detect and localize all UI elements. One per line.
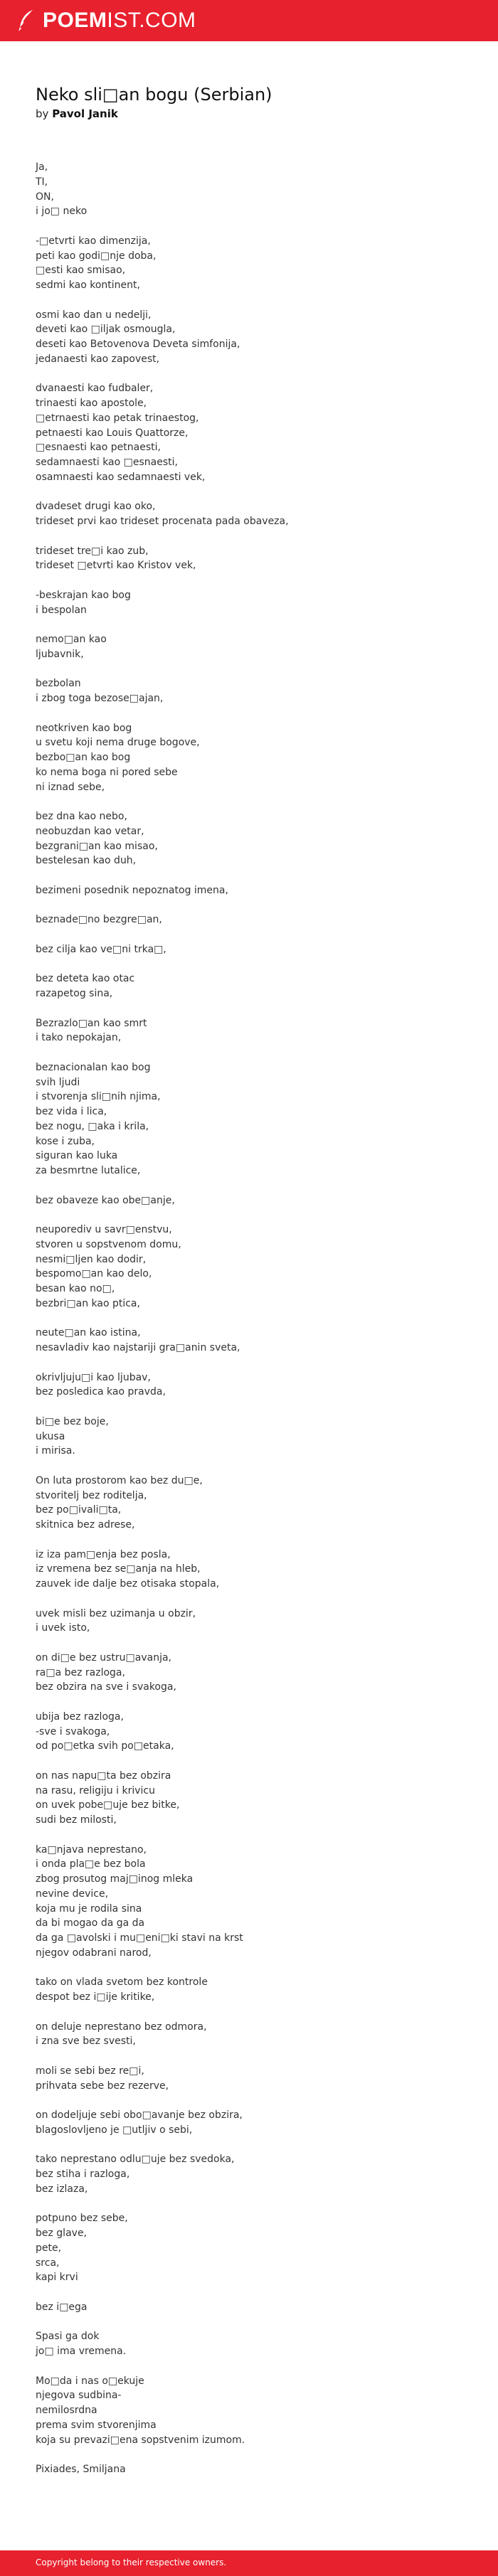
poem-line: jo□ ima vremena.	[36, 2346, 127, 2357]
poem-line: bez dna kao nebo,	[36, 811, 127, 822]
poem-line: osamnaesti kao sedamnaesti vek,	[36, 471, 206, 483]
poem-line: -sve i svakoga,	[36, 1725, 110, 1737]
poem-line: okrivljuju□i kao ljubav,	[36, 1371, 151, 1383]
poem-line: iz iza pam□enja bez posla,	[36, 1548, 171, 1560]
poem-line: □etrnaesti kao petak trinaestog,	[36, 412, 199, 424]
poem-line: uvek misli bez uzimanja u obzir,	[36, 1607, 196, 1619]
poem-line: bezbri□an kao ptica,	[36, 1297, 140, 1309]
poem-line: nesavladiv kao najstariji gra□anin sveta,	[36, 1342, 240, 1353]
poem-line: sudi bez milosti,	[36, 1814, 117, 1826]
poem-line: ni iznad sebe,	[36, 781, 105, 793]
poem-line: bez i□ega	[36, 2301, 88, 2313]
poem-line: Spasi ga dok	[36, 2331, 100, 2343]
poem-line: zauvek ide dalje bez otisaka stopala,	[36, 1578, 220, 1590]
poem-stanza	[36, 2329, 462, 2359]
poem-line: neute□an kao istina,	[36, 1327, 141, 1339]
poem-stanza	[36, 676, 462, 706]
poem-stanza	[36, 1326, 462, 1356]
poem-line: bez obaveze kao obe□anje,	[36, 1194, 175, 1206]
poem-stanza	[36, 1975, 462, 2005]
poem-line: trideset prvi kao trideset procenata pada obaveza,	[36, 516, 289, 527]
poem-line: iz vremena bez se□anja na hleb,	[36, 1563, 201, 1575]
poem-line: despot bez i□ije kritike,	[36, 1991, 155, 2003]
poem-line: potpuno bez sebe,	[36, 2213, 128, 2225]
poem-line: prihvata sebe bez rezerve,	[36, 2080, 169, 2092]
poem-line: bestelesan kao duh,	[36, 855, 137, 867]
poem-line: bez po□ivali□ta,	[36, 1504, 122, 1516]
poem-stanza	[36, 1769, 462, 1828]
poem-line: nemo□an kao	[36, 634, 107, 645]
poem-article	[36, 84, 462, 2492]
poem-line: nesmi□ljen kao dodir,	[36, 1253, 147, 1265]
site-footer	[0, 2550, 498, 2576]
poem-line: petnaesti kao Louis Quattorze,	[36, 427, 189, 439]
poem-line: tako on vlada svetom bez kontrole	[36, 1976, 208, 1989]
quill-pen-icon	[17, 9, 36, 33]
poem-line: siguran kao luka	[36, 1150, 118, 1162]
poem-line: ljubavnik,	[36, 648, 84, 660]
poem-line: i tako nepokajan,	[36, 1032, 122, 1044]
poem-stanza	[36, 1371, 462, 1400]
poem-line: i onda pla□e bez bola	[36, 1858, 146, 1870]
poem-stanza	[36, 499, 462, 529]
poem-stanza	[36, 544, 462, 574]
poem-line: neotkriven kao bog	[36, 722, 132, 734]
poem-line: bez stiha i razloga,	[36, 2168, 130, 2180]
poem-line: bez cilja kao ve□ni trka□,	[36, 943, 166, 955]
poem-line: kapi krvi	[36, 2272, 78, 2284]
site-header	[0, 0, 498, 41]
poem-line: i bespolan	[36, 604, 87, 616]
poem-stanza	[36, 1710, 462, 1754]
poem-stanza	[36, 2300, 462, 2315]
poem-line: srca,	[36, 2257, 60, 2269]
poem-line: beznacionalan kao bog	[36, 1061, 151, 1073]
poem-line: ubija bez razloga,	[36, 1710, 124, 1723]
poem-line: bespomo□an kao delo,	[36, 1268, 152, 1280]
poem-line: trideset tre□i kao zub,	[36, 545, 149, 557]
poem-line: ra□a bez razloga,	[36, 1666, 125, 1678]
poem-line: blagoslovljeno je □utljiv o sebi,	[36, 2124, 193, 2136]
poem-line: da bi mogao da ga da	[36, 1917, 145, 1930]
brand-name	[43, 9, 196, 33]
poem-stanza	[36, 809, 462, 868]
poem-line: TI,	[36, 176, 48, 188]
poem-body	[36, 160, 462, 2477]
poem-line: bezgrani□an kao misao,	[36, 840, 158, 852]
poem-line: nevine device,	[36, 1888, 109, 1900]
poem-stanza	[36, 2064, 462, 2094]
poem-stanza	[36, 1548, 462, 1592]
poem-stanza	[36, 1016, 462, 1046]
byline	[36, 107, 462, 121]
poem-line: on uvek pobe□uje bez bitke,	[36, 1799, 180, 1811]
poem-stanza	[36, 234, 462, 293]
brand-light: IST.COM	[107, 9, 196, 32]
poem-line: -beskrajan kao bog	[36, 589, 131, 601]
poem-line: -□etvrti kao dimenzija,	[36, 235, 151, 247]
poem-stanza	[36, 1415, 462, 1459]
poem-line: □esnaesti kao petnaesti,	[36, 442, 161, 454]
poem-line: deveti kao □iljak osmougla,	[36, 324, 176, 336]
poem-line: i mirisa.	[36, 1445, 75, 1457]
by-label: by	[36, 107, 49, 120]
poem-line: kose i zuba,	[36, 1135, 95, 1147]
poem-stanza	[36, 160, 462, 219]
poem-line: bezbo□an kao bog	[36, 752, 131, 763]
poem-line: stvoren u sopstvenom domu,	[36, 1238, 181, 1250]
poem-line: razapetog sina,	[36, 988, 113, 999]
poem-line: prema svim stvorenjima	[36, 2419, 157, 2431]
poem-stanza	[36, 632, 462, 662]
poem-line: ON,	[36, 191, 54, 203]
poem-line: dvanaesti kao fudbaler,	[36, 383, 154, 395]
poem-line: svih ljudi	[36, 1076, 80, 1088]
poem-stanza	[36, 1843, 462, 1961]
poem-line: zbog prosutog maj□inog mleka	[36, 1873, 194, 1885]
poem-line: bez izlaza,	[36, 2183, 88, 2195]
poem-line: u svetu koji nema druge bogove,	[36, 737, 200, 749]
poem-stanza	[36, 2462, 462, 2477]
poem-line: beznade□no bezgre□an,	[36, 914, 162, 926]
poem-line: dvadeset drugi kao oko,	[36, 501, 156, 513]
poem-stanza	[36, 1060, 462, 1178]
poem-stanza	[36, 381, 462, 484]
poem-line: sedamnaesti kao □esnaesti,	[36, 457, 178, 468]
poem-line: bi□e bez boje,	[36, 1415, 109, 1427]
poem-line: on di□e bez ustru□avanja,	[36, 1651, 172, 1664]
poem-line: on dodeljuje sebi obo□avanje bez obzira,	[36, 2109, 243, 2121]
poem-line: bezbolan	[36, 678, 81, 690]
poem-title: Neko sli□an bogu (Serbian)	[36, 85, 272, 105]
poem-line: skitnica bez adrese,	[36, 1519, 135, 1531]
poem-line: on deluje neprestano bez odmora,	[36, 2021, 207, 2033]
poem-line: jedanaesti kao zapovest,	[36, 353, 160, 365]
poem-line: bez glave,	[36, 2228, 88, 2239]
poem-stanza	[36, 2152, 462, 2196]
poem-stanza	[36, 2374, 462, 2448]
poem-line: peti kao godi□nje doba,	[36, 250, 157, 262]
poem-line: za besmrtne lutalice,	[36, 1165, 141, 1176]
poem-stanza	[36, 1474, 462, 1533]
poem-line: trinaesti kao apostole,	[36, 398, 147, 409]
poem-stanza	[36, 1607, 462, 1636]
poem-line: bezimeni posednik nepoznatog imena,	[36, 884, 228, 896]
poem-line: ukusa	[36, 1430, 65, 1442]
poem-line: nemilosrdna	[36, 2405, 97, 2416]
poem-stanza	[36, 2020, 462, 2050]
poem-line: Ja,	[36, 161, 48, 173]
poem-line: tako neprestano odlu□uje bez svedoka,	[36, 2154, 235, 2166]
poem-line: i uvek isto,	[36, 1622, 90, 1634]
poem-line: bez obzira na sve i svakoga,	[36, 1681, 176, 1693]
poem-stanza	[36, 1193, 462, 1208]
poem-line: i jo□ neko	[36, 206, 88, 218]
poem-line: od po□etka svih po□etaka,	[36, 1740, 174, 1752]
poem-line: Mo□da i nas o□ekuje	[36, 2375, 144, 2387]
poem-line: bez deteta kao otac	[36, 973, 135, 985]
poem-line: Pixiades, Smiljana	[36, 2464, 126, 2475]
poem-line: njegov odabrani narod,	[36, 1947, 152, 1959]
poem-line: njegova sudbina-	[36, 2390, 122, 2402]
poem-line: besan kao no□,	[36, 1283, 115, 1294]
poem-stanza	[36, 1223, 462, 1311]
poem-line: on nas napu□ta bez obzira	[36, 1769, 171, 1782]
poem-line: Bezrazlo□an kao smrt	[36, 1017, 147, 1029]
poem-stanza	[36, 972, 462, 1001]
poem-line: pete,	[36, 2242, 62, 2254]
poem-line: trideset □etvrti kao Kristov vek,	[36, 560, 196, 572]
poem-stanza	[36, 1651, 462, 1695]
poem-stanza	[36, 942, 462, 957]
poem-stanza	[36, 308, 462, 367]
poem-line: neobuzdan kao vetar,	[36, 825, 144, 837]
poem-stanza	[36, 2108, 462, 2138]
author-link[interactable]: Pavol Janik	[52, 107, 118, 120]
poem-line: bez posledica kao pravda,	[36, 1386, 166, 1398]
poem-line: ko nema boga ni pored sebe	[36, 766, 178, 778]
site-logo[interactable]	[17, 7, 196, 34]
brand-bold: POEM	[43, 9, 107, 32]
poem-line: □esti kao smisao,	[36, 265, 126, 277]
poem-stanza	[36, 588, 462, 618]
poem-stanza	[36, 721, 462, 795]
poem-line: osmi kao dan u nedelji,	[36, 309, 152, 321]
poem-line: ka□njava neprestano,	[36, 1843, 147, 1856]
poem-line: deseti kao Betovenova Deveta simfonija,	[36, 339, 240, 350]
poem-stanza	[36, 883, 462, 898]
poem-line: koja mu je rodila sina	[36, 1902, 142, 1915]
poem-line: neuporediv u savr□enstvu,	[36, 1224, 172, 1235]
poem-line: stvoritelj bez roditelja,	[36, 1489, 147, 1501]
poem-line: koja su prevazi□ena sopstvenim izumom.	[36, 2434, 245, 2446]
poem-stanza	[36, 2211, 462, 2285]
poem-line: i zna sve bez svesti,	[36, 2035, 136, 2048]
poem-line: moli se sebi bez re□i,	[36, 2065, 144, 2077]
poem-line: i stvorenja sli□nih njima,	[36, 1091, 161, 1103]
poem-line: On luta prostorom kao bez du□e,	[36, 1474, 203, 1486]
poem-line: na rasu, religiju i krivicu	[36, 1784, 155, 1797]
poem-line: sedmi kao kontinent,	[36, 280, 140, 291]
poem-line: da ga □avolski i mu□eni□ki stavi na krst	[36, 1932, 243, 1944]
poem-stanza	[36, 912, 462, 927]
copyright-text: Copyright belong to their respective owners.	[36, 2558, 227, 2567]
poem-line: bez vida i lica,	[36, 1106, 107, 1117]
poem-line: i zbog toga bezose□ajan,	[36, 693, 164, 704]
poem-line: bez nogu, □aka i krila,	[36, 1120, 149, 1132]
